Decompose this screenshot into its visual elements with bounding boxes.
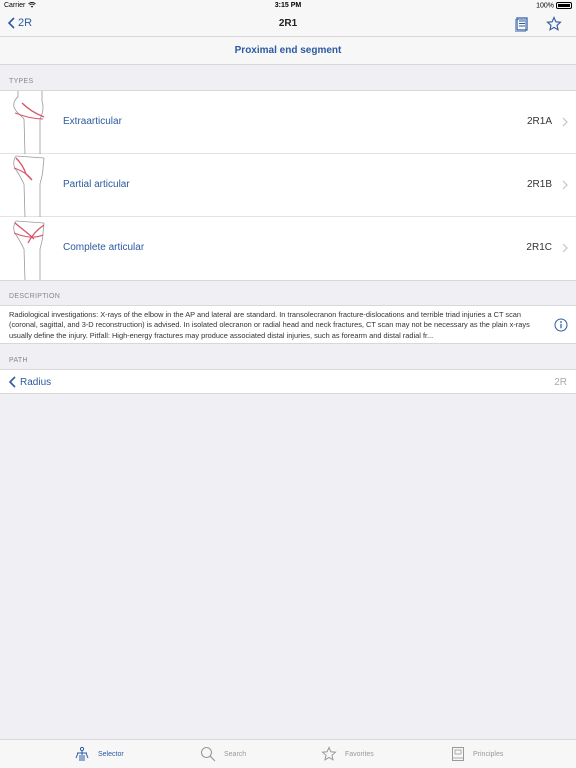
chevron-right-icon	[562, 243, 568, 253]
chevron-left-icon	[9, 376, 16, 388]
type-row-2r1b[interactable]	[0, 154, 576, 217]
tab-selector[interactable]	[74, 746, 124, 762]
description-section-header: DESCRIPTION	[9, 293, 61, 300]
tab-favorites[interactable]	[321, 746, 374, 762]
document-icon	[514, 16, 530, 32]
fracture-thumbnail	[10, 91, 50, 154]
type-code: 2R1B	[526, 179, 552, 190]
star-outline-icon	[546, 16, 562, 32]
search-icon	[200, 746, 216, 762]
status-time: 3:15 PM	[274, 2, 302, 9]
description-text: Radiological investigations: X-rays of the elbow in the AP and lateral are standard. In transolecranon fracture-dislocations and terrible triad injuries a CT scan (coronal, sagittal, and 3-D reconstruction) is advised. In isolated olecranon or radial head and neck fractures, CT scan may not be necessary as the plain x-rays usually define the injury. Pitfall: High-energy fractures may produce associated distal injuries, such as forearm and distal radial fr...	[9, 310, 530, 340]
navigation-bar	[0, 12, 576, 37]
type-row-2r1c[interactable]	[0, 217, 576, 280]
path-code: 2R	[554, 377, 567, 388]
type-label: Complete articular	[63, 242, 145, 253]
tab-bar	[0, 739, 576, 768]
tab-label: Search	[224, 750, 247, 758]
type-row-2r1a[interactable]	[0, 91, 576, 154]
document-button[interactable]	[514, 16, 532, 32]
type-code: 2R1A	[526, 116, 552, 127]
selector-icon	[74, 746, 90, 762]
book-icon	[451, 746, 465, 762]
favorite-button[interactable]	[546, 16, 564, 32]
segment-title: Proximal end segment	[0, 37, 576, 65]
fracture-thumbnail	[10, 154, 50, 217]
battery-indicator: 100%	[536, 2, 572, 9]
types-list	[0, 90, 576, 281]
star-icon	[321, 746, 337, 762]
page-title: 2R1	[278, 18, 298, 29]
types-section-header: TYPES	[9, 78, 34, 85]
path-section-header: PATH	[9, 357, 28, 364]
type-label: Extraarticular	[63, 116, 122, 127]
type-code: 2R1C	[526, 242, 552, 253]
chevron-right-icon	[562, 117, 568, 127]
fracture-thumbnail	[10, 217, 50, 280]
path-label: Radius	[20, 376, 52, 388]
description-box[interactable]	[0, 305, 576, 344]
tab-label: Principles	[473, 750, 504, 758]
status-bar	[0, 0, 576, 12]
chevron-right-icon	[562, 180, 568, 190]
info-icon[interactable]	[554, 318, 568, 332]
battery-icon	[556, 2, 572, 9]
tab-label: Selector	[98, 750, 124, 758]
type-label: Partial articular	[63, 179, 130, 190]
carrier-label: Carrier	[4, 2, 36, 9]
tab-label: Favorites	[345, 750, 374, 758]
path-row-radius[interactable]	[0, 369, 576, 394]
tab-search[interactable]	[200, 746, 246, 762]
back-button-label: 2R	[18, 17, 33, 29]
tab-principles[interactable]	[451, 746, 503, 762]
